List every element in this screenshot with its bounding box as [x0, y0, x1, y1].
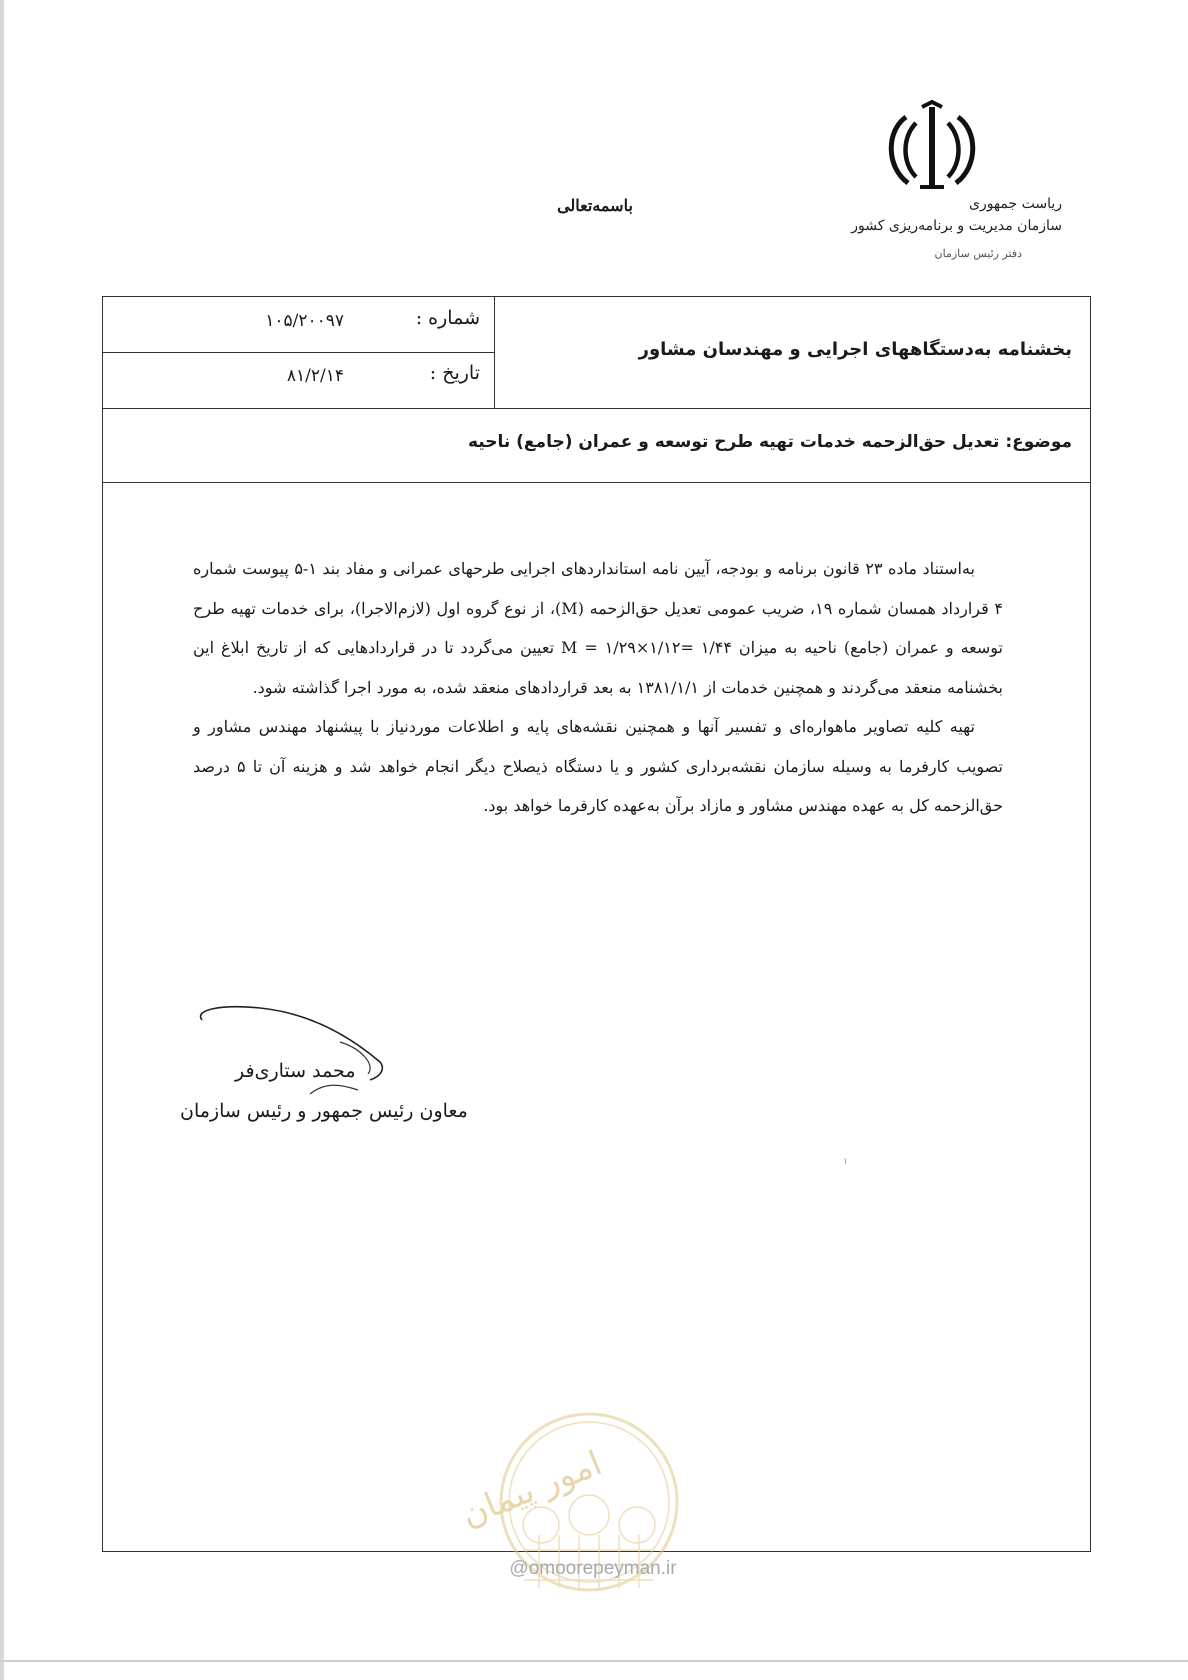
- subject-row: [103, 408, 1090, 483]
- reference-number-row: [103, 297, 494, 353]
- watermark-site-credit: [488, 1558, 698, 1580]
- reference-number-value: ۱۰۵/۲۰۰۹۷: [265, 311, 344, 331]
- organization-block: [762, 193, 1062, 265]
- page-bottom-rule: [0, 1660, 1188, 1662]
- body-paragraph-2: تهیه کلیه تصاویر ماهواره‌ای و تفسیر آنها و همچنین نقشه‌های پایه و اطلاعات موردنیاز با پیشنهاد مهندس مشاور و تصویب کارفرما به وسیله سازمان نقشه‌برداری کشور و یا دستگاه ذیصلاح دیگر انجام خواهد شد و هزینه آن تا ۵ درصد حق‌الزحمه کل به عهده مهندس مشاور و مازاد برآن به‌عهده کارفرما خواهد بود.: [193, 717, 1004, 815]
- subject-line: موضوع: تعدیل حق‌الزحمه خدمات تهیه طرح توسعه و عمران (جامع) ناحیه: [467, 432, 1072, 452]
- watermark-credit-text: omoorepeyman.ir: [528, 1558, 677, 1579]
- reference-box: [103, 297, 495, 408]
- org-line-presidency: ریاست جمهوری: [968, 196, 1062, 212]
- letter-body: [193, 549, 1003, 826]
- circular-title: بخشنامه به‌دستگاههای اجرایی و مهندسان مشاور: [638, 339, 1072, 360]
- signatory-title: معاون رئیس جمهور و رئیس سازمان: [180, 1100, 468, 1122]
- bismillah-heading: باسمه‌تعالی: [557, 196, 633, 215]
- body-paragraph-1: به‌استناد ماده ۲۳ قانون برنامه و بودجه، آیین نامه استانداردهای اجرایی طرحهای عمرانی و مفاد بند ۱-۵ پیوست شماره ۴ قرارداد همسان شماره ۱۹، ضریب عمومی تعدیل حق‌الزحمه (M)، از نوع گروه اول (لازم‌الاجرا)، برای خدمات تهیه طرح توسعه و عمران (جامع) ناحیه به میزان ۱/۴۴ =۱/۱۲×۱/۲۹ = M تعیین می‌گردد تا در قراردادهایی که از تاریخ ابلاغ این بخشنامه منعقد می‌گردند و همچنین خدمات از ۱۳۸۱/۱/۱ به بعد قراردادهای منعقد شده، به مورد اجرا گذاشته شود.: [193, 559, 1004, 697]
- reference-number-label: شماره :: [415, 307, 480, 329]
- page-left-edge: [0, 0, 4, 1680]
- letter-header-row: [103, 297, 1090, 409]
- reference-date-label: تاریخ :: [429, 362, 480, 384]
- margin-mark: ۱: [843, 1157, 848, 1167]
- org-line-organization: سازمان مدیریت و برنامه‌ریزی کشور: [851, 218, 1062, 234]
- signatory-name: محمد ستاری‌فر: [235, 1060, 356, 1082]
- iran-emblem-logo: [880, 103, 984, 195]
- at-icon: @: [509, 1558, 529, 1579]
- reference-date-value: ۸۱/۲/۱۴: [286, 366, 344, 386]
- reference-date-row: [103, 352, 494, 407]
- letter-frame: [102, 296, 1091, 1552]
- org-line-office: دفتر رئیس سازمان: [934, 247, 1022, 260]
- watermark-text: امور پیمان: [455, 1443, 608, 1536]
